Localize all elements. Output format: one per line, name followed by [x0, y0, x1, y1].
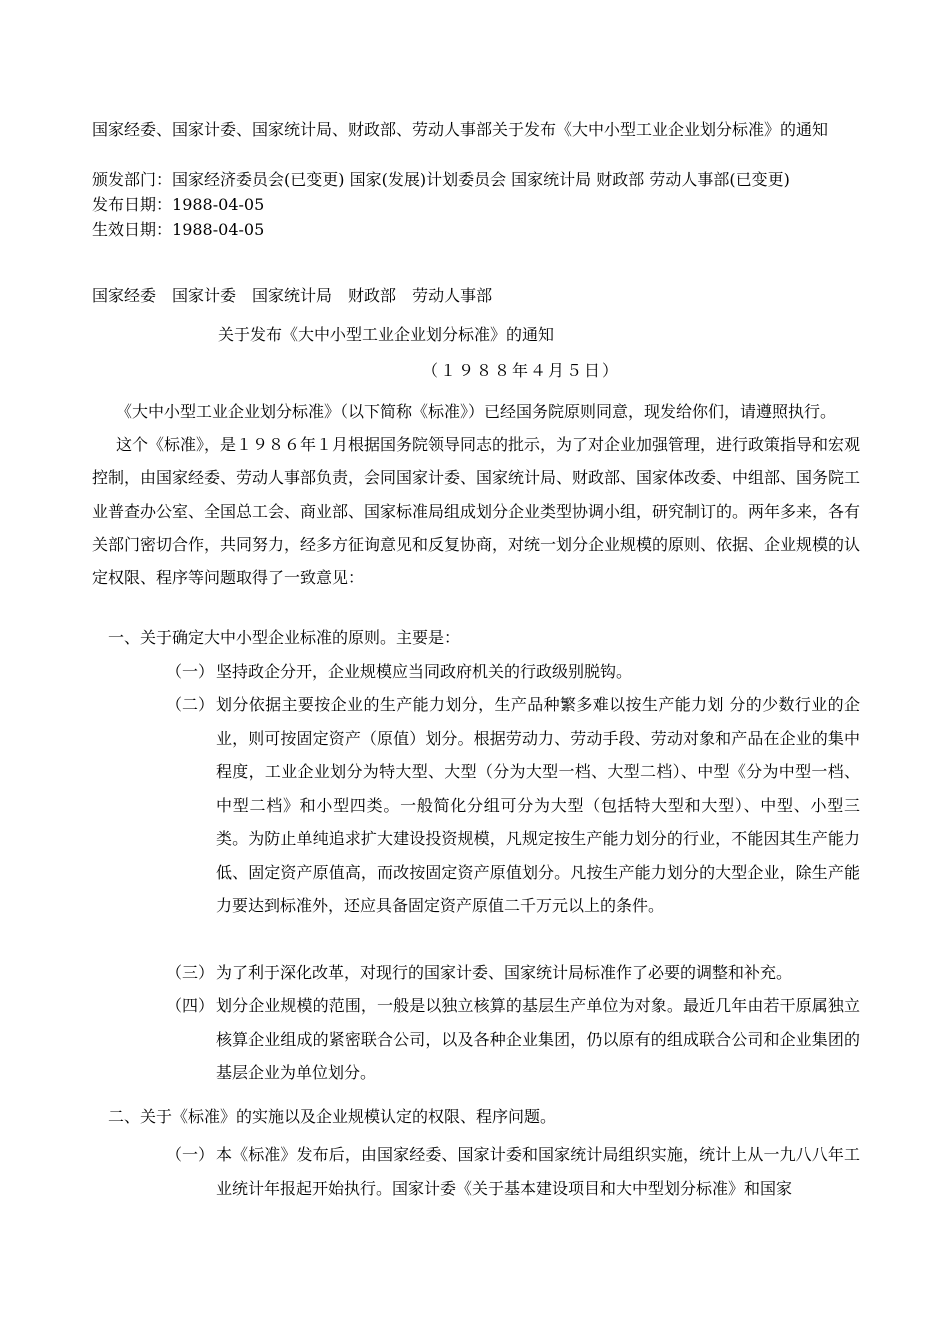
effective-date-label: 生效日期：: [92, 220, 173, 239]
notice-date: （１９８８年４月５日）: [422, 361, 621, 380]
item-number: （三）: [166, 963, 215, 982]
item-number: （一）: [166, 1145, 215, 1164]
issuer: 国家计委: [172, 286, 237, 305]
publish-date: [92, 195, 264, 215]
section-heading: 二、关于《标准》的实施以及企业规模认定的权限、程序问题。: [108, 1107, 557, 1126]
issuer: 国家统计局: [252, 286, 333, 305]
item-text: 划分企业规模的范围，一般是以独立核算的基层生产单位为对象。最近几年由若干原属独立核算企业组成的紧密联合公司，以及各种企业集团，仍以原有的组成联合公司和企业集团的基层企业为单位划分。: [216, 996, 860, 1082]
item-number: （二）: [166, 695, 215, 714]
issuer-list: [92, 286, 508, 306]
effective-date: [92, 220, 264, 240]
notice-title: 关于发布《大中小型工业企业划分标准》的通知: [218, 325, 555, 344]
issuer: 劳动人事部: [412, 286, 493, 305]
document-title: 国家经委、国家计委、国家统计局、财政部、劳动人事部关于发布《大中小型工业企业划分标准》的通知: [92, 120, 829, 139]
effective-date-value: 1988-04-05: [172, 220, 265, 239]
paragraph: 《大中小型工业企业划分标准》（以下简称《标准》）已经国务院原则同意，现发给你们，请遵照执行。: [116, 402, 837, 421]
issuing-department-value: 国家经济委员会(已变更) 国家(发展)计划委员会 国家统计局 财政部 劳动人事部(已变更): [172, 170, 790, 189]
section-heading: 一、关于确定大中小型企业标准的原则。主要是：: [108, 628, 461, 647]
issuing-department-label: 颁发部门：: [92, 170, 173, 189]
item-text: 坚持政企分开，企业规模应当同政府机关的行政级别脱钩。: [216, 662, 633, 681]
issuing-department: [92, 170, 790, 190]
publish-date-value: 1988-04-05: [172, 195, 265, 214]
issuer: 国家经委: [92, 286, 157, 305]
item-number: （一）: [166, 662, 215, 681]
paragraph: 这个《标准》，是１９８６年１月根据国务院领导同志的批示，为了对企业加强管理，进行政策指导和宏观控制，由国家经委、劳动人事部负责，会同国家计委、国家统计局、财政部、国家体改委、中组部、国务院工业普查办公室、全国总工会、商业部、国家标准局组成划分企业类型协调小组，研究制订的。两年多来，各有关部门密切合作，共同努力，经多方征询意见和反复协商，对统一划分企业规模的原则、依据、企业规模的认定权限、程序等问题取得了一致意见：: [92, 435, 861, 588]
item-text: 为了利于深化改革，对现行的国家计委、国家统计局标准作了必要的调整和补充。: [216, 963, 793, 982]
item-text: 划分依据主要按企业的生产能力划分，生产品种繁多难以按生产能力划 分的少数行业的企业，则可按固定资产（原值）划分。根据劳动力、劳动手段、劳动对象和产品在企业的集中程度，工业企业划分为特大型、大型（分为大型一档、大型二档）、中型《分为中型一档、中型二档》和小型四类。一般简化分组可分为大型（包括特大型和大型）、中型、小型三类。为防止单纯追求扩大建设投资规模，凡规定按生产能力划分的行业，不能因其生产能力低、固定资产原值高，而改按固定资产原值划分。凡按生产能力划分的大型企业，除生产能力要达到标准外，还应具备固定资产原值二千万元以上的条件。: [216, 695, 860, 915]
publish-date-label: 发布日期：: [92, 195, 173, 214]
issuer: 财政部: [348, 286, 397, 305]
item-text: 本《标准》发布后，由国家经委、国家计委和国家统计局组织实施，统计上从一九八八年工业统计年报起开始执行。国家计委《关于基本建设项目和大中型划分标准》和国家: [216, 1145, 860, 1198]
item-number: （四）: [166, 996, 215, 1015]
